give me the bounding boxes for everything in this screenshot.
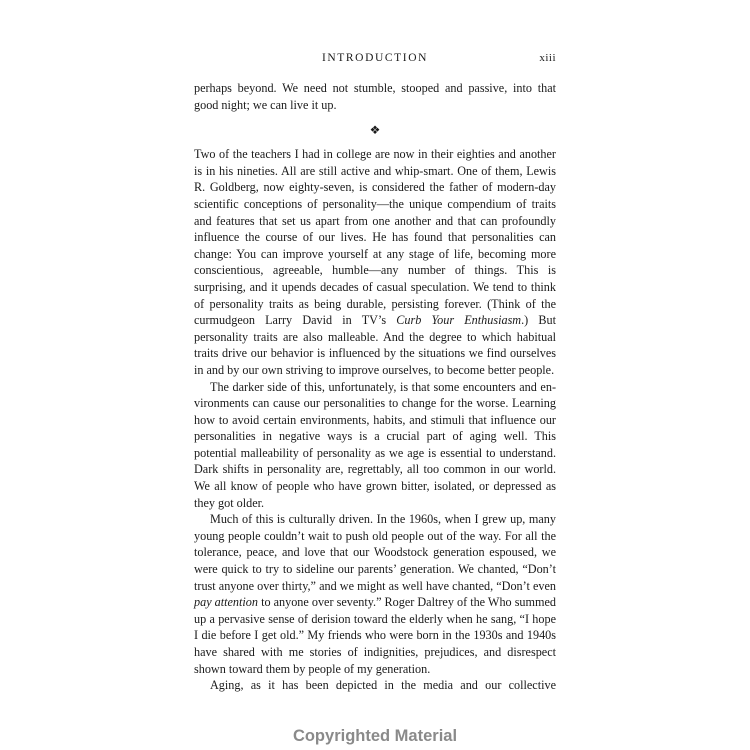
italic-title-run: pay attention [194,595,258,610]
text-run: Much of this is culturally driven. In the 1960s, when I grew up, many young people couldn’t wait to push old people out of the way. For all the tolerance, peace, and love that our Woodstock generation espoused, we were quick to try to sideline our parents’ generation. We chanted, “Don’t trust anyone over thirty,” and we might as well have chanted, “Don’t even [194,512,556,593]
paragraph [194,677,556,694]
text-run: The darker side of this, unfortunately, is that some encounters and environments can cause our personalities to change for the worse. Learning how to avoid certain environments, habits, and stimuli that influence our personalities in negative ways is a crucial part of aging well. This potential malleability of personality as we age is essential to understand. Dark shifts in personality are, regrettably, all too common in our world. We all know of people who have grown bitter, isolated, or depressed as they got older. [194,379,556,510]
text-run: Aging, as it has been depicted in the media and our collective [210,678,556,693]
copyright-watermark: Copyrighted Material [292,727,458,745]
paragraph-continuation [194,80,556,113]
paragraph [194,146,556,378]
section-break-ornament: ❖ [369,123,381,138]
body-text [194,80,556,694]
page-number: xiii [539,52,556,64]
italic-title-run: Curb Your Enthusiasm [396,313,522,328]
running-head [194,52,556,68]
text-run: Two of the teachers I had in college are now in their eighties and another is in his nineties. All are still active and whip-smart. One of them, Lewis R. Goldberg, now eighty-seven, is considered the father of modern-day scientific conceptions of personality—the unique compendium of traits and features that set us apart from one another and that can profoundly influence the course of our lives. He has found that personalities can change: You can improve yourself at any stage of life, becoming more conscientious, agreeable, humble—any number of things. This is surprising, and it upends decades of casual speculation. We tend to think of personality traits as being durable, persisting forever. (Think of the curmudgeon Larry David in TV’s [194,147,556,328]
text-run: .) But personality traits are also malleable. And the degree to which habitual traits drive our behavior is influenced by the situations we find ourselves in and by our own striving to improve ourselves, to become better people. [194,313,557,377]
paragraph [194,511,556,677]
paragraph [194,379,556,512]
text-run: to anyone over seventy.” Roger Daltrey of the Who summed up a pervasive sense of derision toward the elderly when he sang, “I hope I die before I get old.” My friends who were born in the 1930s and 1940s have shared with me stories of indignities, prejudices, and disrespect shown toward them by people of my generation. [194,595,556,676]
chapter-title: INTRODUCTION [321,52,429,64]
text-run: perhaps beyond. We need not stumble, stooped and passive, into that good night; we can live it up. [194,81,556,112]
